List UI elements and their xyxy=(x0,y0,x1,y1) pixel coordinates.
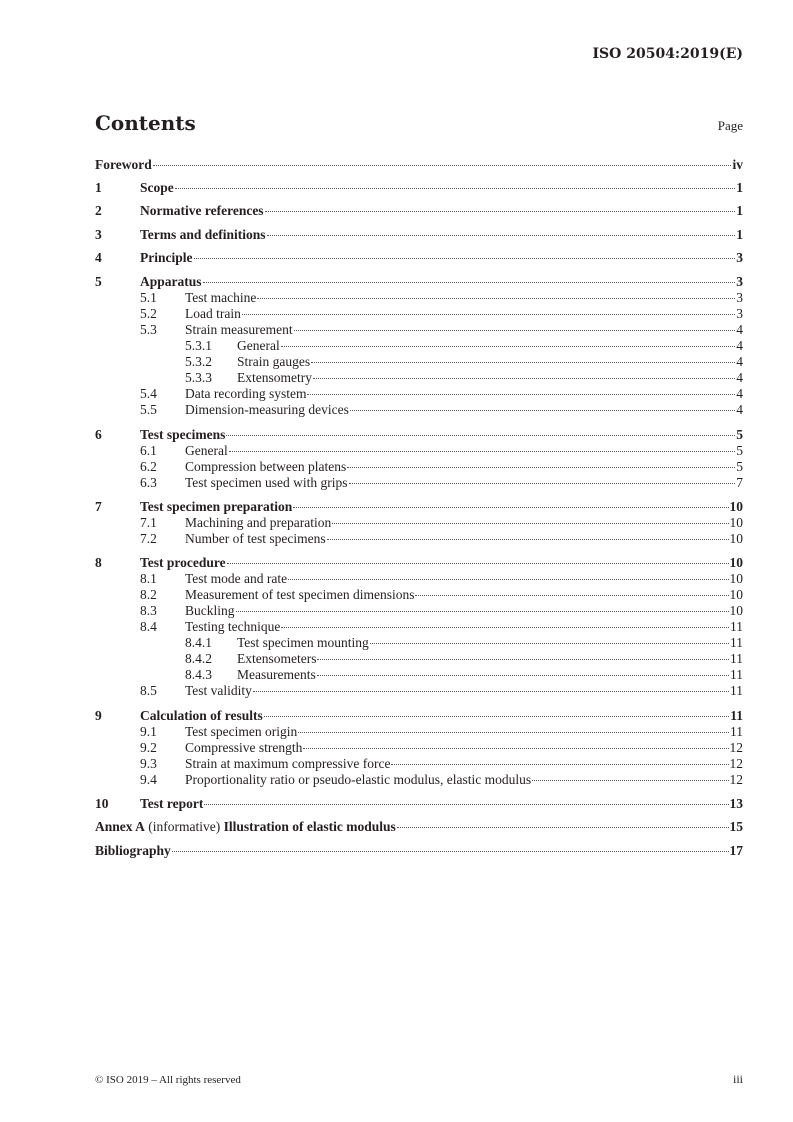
dot-leader xyxy=(298,731,729,733)
toc-entry-page: iv xyxy=(732,157,743,172)
toc-entry-page: 10 xyxy=(729,555,743,570)
toc-entry-title: Calculation of results xyxy=(140,708,263,723)
toc-entry-page: 10 xyxy=(729,515,743,530)
toc-entry-page: 10 xyxy=(729,603,743,618)
toc-entry-page: 17 xyxy=(729,843,743,858)
toc-entry[interactable] xyxy=(95,708,743,724)
toc-entry-page: 5 xyxy=(736,427,743,442)
toc-entry[interactable] xyxy=(95,227,743,243)
toc-entry[interactable] xyxy=(95,427,743,443)
document-id: ISO 20504:2019(E) xyxy=(592,46,743,62)
toc-entry-title: Strain gauges xyxy=(237,354,311,369)
toc-entry-number: 8.4.2 xyxy=(185,651,212,666)
dot-leader xyxy=(281,345,736,347)
toc-entry[interactable] xyxy=(95,386,743,402)
toc-entry-title: Test validity xyxy=(185,683,252,698)
toc-entry-title: Test mode and rate xyxy=(185,571,288,586)
toc-entry[interactable] xyxy=(95,796,743,812)
toc-entry-page: 11 xyxy=(730,651,743,666)
toc-entry-page: 11 xyxy=(730,619,743,634)
dot-leader xyxy=(349,482,736,484)
toc-entry-page: 11 xyxy=(730,724,743,739)
toc-entry[interactable] xyxy=(95,370,743,386)
toc-entry[interactable] xyxy=(95,322,743,338)
toc-entry[interactable] xyxy=(95,740,743,756)
toc-entry-title: Test report xyxy=(140,796,204,811)
toc-entry-page: 7 xyxy=(736,475,743,490)
toc-entry[interactable] xyxy=(95,203,743,219)
dot-leader xyxy=(311,361,735,363)
toc-entry-number: 5.3.2 xyxy=(185,354,212,369)
toc-entry-number: 6.1 xyxy=(140,443,157,458)
dot-leader xyxy=(391,763,728,765)
dot-leader xyxy=(370,642,729,644)
toc-entry[interactable] xyxy=(95,667,743,683)
toc-entry[interactable] xyxy=(95,555,743,571)
toc-entry-page: 1 xyxy=(736,203,743,218)
dot-leader xyxy=(332,522,728,524)
annex-title: Illustration of elastic modulus xyxy=(223,819,396,834)
dot-leader xyxy=(347,466,735,468)
dot-leader xyxy=(264,715,729,717)
toc-entry-title: Extensometry xyxy=(237,370,312,385)
toc-entry-title: Measurements xyxy=(237,667,316,682)
toc-entry-page: 4 xyxy=(736,338,743,353)
toc-entry-number: 5.3 xyxy=(140,322,157,337)
toc-entry-title: Measurement of test specimen dimensions xyxy=(185,587,415,602)
toc-entry-page: 4 xyxy=(736,354,743,369)
footer-page-number: iii xyxy=(732,1072,743,1086)
dot-leader xyxy=(317,674,729,676)
toc-entry-title: Test specimen preparation xyxy=(140,499,293,514)
toc-entry-page: 15 xyxy=(729,819,743,834)
toc-entry-title: Number of test specimens xyxy=(185,531,326,546)
toc-entry-number: 8.4.3 xyxy=(185,667,212,682)
dot-leader xyxy=(172,850,729,852)
toc-entry-title: Terms and definitions xyxy=(140,227,266,242)
dot-leader xyxy=(415,594,728,596)
dot-leader xyxy=(293,506,728,508)
toc-entry[interactable] xyxy=(95,443,743,459)
toc-entry[interactable] xyxy=(95,843,743,859)
contents-heading: Contents xyxy=(95,111,196,135)
toc-entry[interactable] xyxy=(95,531,743,547)
toc-entry-number: 5.3.1 xyxy=(185,338,212,353)
toc-entry-title: Apparatus xyxy=(140,274,202,289)
toc-entry[interactable] xyxy=(95,338,743,354)
footer-copyright: © ISO 2019 – All rights reserved xyxy=(95,1074,241,1086)
toc-entry-title: Data recording system xyxy=(185,386,307,401)
toc-entry[interactable] xyxy=(95,354,743,370)
toc-entry-title: Test specimen used with grips xyxy=(185,475,348,490)
toc-entry[interactable] xyxy=(95,459,743,475)
toc-entry-page: 10 xyxy=(729,499,743,514)
toc-entry-page: 11 xyxy=(730,708,743,723)
toc-entry-title: Test specimens xyxy=(140,427,226,442)
toc-entry-title: Load train xyxy=(185,306,241,321)
toc-entry-page: 4 xyxy=(736,386,743,401)
dot-leader xyxy=(294,329,736,331)
toc-entry-number: 10 xyxy=(95,796,109,811)
dot-leader xyxy=(265,210,736,212)
toc-entry[interactable] xyxy=(95,619,743,635)
toc-entry[interactable] xyxy=(95,274,743,290)
toc-entry-title: Buckling xyxy=(185,603,235,618)
toc-entry-number: 5.5 xyxy=(140,402,157,417)
toc-entry[interactable] xyxy=(95,499,743,515)
dot-leader xyxy=(226,434,735,436)
toc-entry[interactable] xyxy=(95,724,743,740)
toc-entry-page: 12 xyxy=(729,772,743,787)
toc-entry-page: 5 xyxy=(736,459,743,474)
toc-entry-number: 5.2 xyxy=(140,306,157,321)
toc-entry-number: 5 xyxy=(95,274,102,289)
toc-entry-page: 11 xyxy=(730,635,743,650)
toc-entry-page: 11 xyxy=(730,683,743,698)
toc-entry-title: Bibliography xyxy=(95,843,171,858)
toc-entry-number: 9.1 xyxy=(140,724,157,739)
toc-entry-number: 8.2 xyxy=(140,587,157,602)
dot-leader xyxy=(204,803,728,805)
toc-entry-number: 6 xyxy=(95,427,102,442)
toc-entry-number: 8.3 xyxy=(140,603,157,618)
toc-entry[interactable] xyxy=(95,683,743,699)
toc-entry-title: General xyxy=(185,443,228,458)
toc-entry-page: 1 xyxy=(736,180,743,195)
dot-leader xyxy=(227,562,729,564)
toc-entry-page: 1 xyxy=(736,227,743,242)
toc-entry-number: 9.4 xyxy=(140,772,157,787)
toc-entry-title: Extensometers xyxy=(237,651,317,666)
dot-leader xyxy=(307,393,735,395)
toc-entry-page: 4 xyxy=(736,322,743,337)
toc-entry-number: 6.2 xyxy=(140,459,157,474)
toc-entry-title: General xyxy=(237,338,280,353)
toc-entry-title: Test specimen origin xyxy=(185,724,298,739)
toc-entry[interactable] xyxy=(95,475,743,491)
toc-entry-number: 2 xyxy=(95,203,102,218)
toc-entry[interactable] xyxy=(95,571,743,587)
toc-entry[interactable] xyxy=(95,603,743,619)
toc-entry-page: 3 xyxy=(736,274,743,289)
toc-entry-title: Strain at maximum compressive force xyxy=(185,756,391,771)
toc-entry-page: 12 xyxy=(729,756,743,771)
toc-entry-number: 8.1 xyxy=(140,571,157,586)
toc-entry-title: Test procedure xyxy=(140,555,226,570)
toc-entry-number: 8 xyxy=(95,555,102,570)
dot-leader xyxy=(327,538,729,540)
toc-entry[interactable] xyxy=(95,306,743,322)
toc-entry-number: 6.3 xyxy=(140,475,157,490)
toc-entry-number: 9.2 xyxy=(140,740,157,755)
toc-entry-title: Compressive strength xyxy=(185,740,303,755)
toc-entry-number: 4 xyxy=(95,250,102,265)
dot-leader xyxy=(267,234,736,236)
toc-entry-page: 12 xyxy=(729,740,743,755)
toc-entry-page: 10 xyxy=(729,587,743,602)
toc-entry-title: Testing technique xyxy=(185,619,281,634)
toc-entry-title: Compression between platens xyxy=(185,459,347,474)
toc-entry-title: Test specimen mounting xyxy=(237,635,369,650)
toc-entry-number: 8.4.1 xyxy=(185,635,212,650)
dot-leader xyxy=(203,281,736,283)
toc-entry-title: Proportionality ratio or pseudo-elastic modulus, elastic modulus xyxy=(185,772,532,787)
toc-entry[interactable] xyxy=(95,402,743,418)
toc-entry[interactable] xyxy=(95,756,743,772)
toc-entry-number: 9.3 xyxy=(140,756,157,771)
dot-leader xyxy=(153,164,732,166)
toc-entry-number: 9 xyxy=(95,708,102,723)
toc-entry[interactable] xyxy=(95,772,743,788)
dot-leader xyxy=(350,409,735,411)
toc-entry-title: Machining and preparation xyxy=(185,515,332,530)
toc-entry[interactable] xyxy=(95,180,743,196)
page-column-label: Page xyxy=(717,118,743,133)
toc-entry[interactable] xyxy=(95,651,743,667)
toc-entry-title: Dimension-measuring devices xyxy=(185,402,349,417)
dot-leader xyxy=(288,578,728,580)
toc-entry[interactable] xyxy=(95,290,743,306)
toc-entry-page: 5 xyxy=(736,443,743,458)
toc-entry-page: 3 xyxy=(736,290,743,305)
toc-entry-number: 7.2 xyxy=(140,531,157,546)
toc-entry-number: 1 xyxy=(95,180,102,195)
toc-entry-page: 4 xyxy=(736,402,743,417)
toc-entry-page: 3 xyxy=(736,306,743,321)
toc-entry-number: 3 xyxy=(95,227,102,242)
toc-entry-number: 8.5 xyxy=(140,683,157,698)
toc-entry[interactable] xyxy=(95,819,743,835)
toc-entry-title: Principle xyxy=(140,250,193,265)
annex-type: (informative) xyxy=(144,819,224,834)
dot-leader xyxy=(281,626,729,628)
annex-label: Annex A xyxy=(95,819,145,834)
toc-entry-number: 7 xyxy=(95,499,102,514)
toc-entry-title: Normative references xyxy=(140,203,264,218)
dot-leader xyxy=(229,450,736,452)
toc-entry-title: Foreword xyxy=(95,157,152,172)
dot-leader xyxy=(397,826,729,828)
toc-entry-number: 5.4 xyxy=(140,386,157,401)
toc-entry-page: 4 xyxy=(736,370,743,385)
toc-entry-title: Test machine xyxy=(185,290,257,305)
toc-entry-number: 8.4 xyxy=(140,619,157,634)
dot-leader xyxy=(175,187,736,189)
dot-leader xyxy=(532,779,728,781)
toc-entry-number: 5.1 xyxy=(140,290,157,305)
dot-leader xyxy=(257,297,735,299)
dot-leader xyxy=(317,658,729,660)
toc-entry-title: Scope xyxy=(140,180,174,195)
toc-entry[interactable] xyxy=(95,250,743,266)
toc-entry-title xyxy=(95,819,396,835)
toc-entry-page: 10 xyxy=(729,571,743,586)
dot-leader xyxy=(303,747,728,749)
toc-entry-title: Strain measurement xyxy=(185,322,293,337)
toc-entry-page: 13 xyxy=(729,796,743,811)
toc-entry[interactable] xyxy=(95,157,743,173)
dot-leader xyxy=(253,690,729,692)
toc-entry-page: 11 xyxy=(730,667,743,682)
dot-leader xyxy=(313,377,735,379)
dot-leader xyxy=(236,610,729,612)
toc-entry[interactable] xyxy=(95,515,743,531)
toc-entry[interactable] xyxy=(95,635,743,651)
dot-leader xyxy=(194,257,736,259)
toc-entry-page: 3 xyxy=(736,250,743,265)
toc-entry-number: 5.3.3 xyxy=(185,370,212,385)
toc-entry[interactable] xyxy=(95,587,743,603)
dot-leader xyxy=(242,313,735,315)
toc-entry-page: 10 xyxy=(729,531,743,546)
toc-entry-number: 7.1 xyxy=(140,515,157,530)
